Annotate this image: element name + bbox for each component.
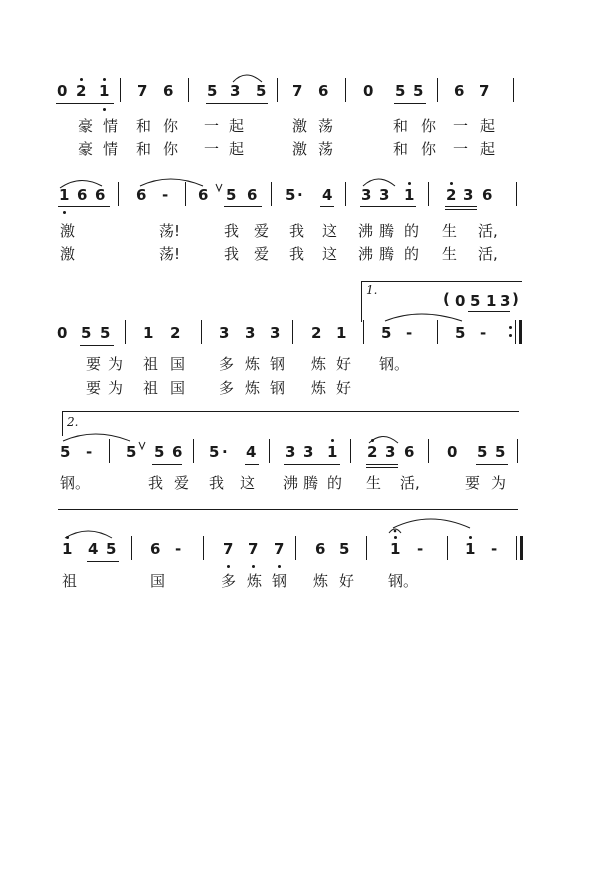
note: 1	[465, 540, 476, 558]
lyric: 你	[163, 140, 179, 158]
lyric: 钢	[270, 379, 286, 397]
lyric: 钢。	[379, 355, 410, 373]
note: -	[175, 540, 182, 558]
breath-mark-icon	[139, 442, 145, 449]
lyric: 我	[224, 245, 240, 263]
note: 3	[463, 186, 474, 204]
lyric: 多	[221, 572, 237, 590]
note: ·	[297, 186, 303, 204]
lyric: 我	[209, 474, 225, 492]
note: 5	[226, 186, 237, 204]
lyric: 炼	[245, 379, 261, 397]
lyric: 沸	[283, 474, 299, 492]
note: 1	[143, 324, 154, 342]
slur	[233, 75, 262, 82]
ending-label-2: 2.	[67, 415, 79, 429]
lyric: 要	[86, 379, 102, 397]
note: 0	[57, 324, 68, 342]
note: -	[86, 443, 93, 461]
note: 6	[318, 82, 329, 100]
note: 7	[479, 82, 490, 100]
tie	[385, 314, 462, 321]
note: 2	[76, 82, 87, 100]
note: 5	[285, 186, 296, 204]
lyric: 和	[136, 117, 152, 135]
note: 3	[379, 186, 390, 204]
lyric: 豪	[78, 117, 94, 135]
note: 4	[322, 186, 333, 204]
note: 5	[106, 540, 117, 558]
note: 3	[219, 324, 230, 342]
note: 3	[500, 292, 511, 310]
note: 5	[100, 324, 111, 342]
lyric: 国	[170, 379, 186, 397]
lyric: 多	[219, 379, 235, 397]
slur	[363, 179, 395, 186]
note: 5	[256, 82, 267, 100]
lyric: 起	[229, 140, 245, 158]
lyric: 情	[103, 117, 119, 135]
lyric: 的	[404, 222, 420, 240]
lyric: 这	[240, 474, 256, 492]
lyric: 活,	[478, 245, 498, 263]
note: 5	[455, 324, 466, 342]
ending-label-1: 1.	[366, 283, 378, 297]
note: 5	[154, 443, 165, 461]
lyric: 我	[224, 222, 240, 240]
lyric: 生	[366, 474, 382, 492]
lyric: 生	[442, 245, 458, 263]
lyric: 好	[339, 572, 355, 590]
lyric: 一	[204, 117, 220, 135]
note: 6	[198, 186, 209, 204]
lyric: 钢	[270, 355, 286, 373]
note: 6	[172, 443, 183, 461]
note: 0	[363, 82, 374, 100]
lyric: 激	[60, 222, 76, 240]
note: 5	[60, 443, 71, 461]
note: 5	[81, 324, 92, 342]
lyric: 为	[108, 355, 124, 373]
note: 6	[315, 540, 326, 558]
lyric: 沸	[358, 245, 374, 263]
lyric: 炼	[311, 355, 327, 373]
note: 6	[95, 186, 106, 204]
lyric: 一	[453, 117, 469, 135]
lyric: 国	[170, 355, 186, 373]
lyric: 爱	[254, 245, 270, 263]
note: 3	[303, 443, 314, 461]
lyric: 情	[103, 140, 119, 158]
lyric: 国	[150, 572, 166, 590]
note: -	[406, 324, 413, 342]
lyric: 祖	[143, 355, 159, 373]
note: 4	[246, 443, 257, 461]
note: 6	[136, 186, 147, 204]
lyric: 腾	[303, 474, 319, 492]
note: 3	[270, 324, 281, 342]
fermata-dot	[394, 530, 397, 533]
lyric: 起	[229, 117, 245, 135]
note: 0	[57, 82, 68, 100]
lyric: 炼	[311, 379, 327, 397]
note: 1	[404, 186, 415, 204]
note: 7	[292, 82, 303, 100]
lyric: 一	[453, 140, 469, 158]
note: 5	[477, 443, 488, 461]
lyric: 炼	[247, 572, 263, 590]
lyric: 要	[86, 355, 102, 373]
note: 3	[230, 82, 241, 100]
note: 6	[404, 443, 415, 461]
lyric: 和	[393, 117, 409, 135]
note: 7	[248, 540, 259, 558]
note: 2	[170, 324, 181, 342]
slur	[65, 531, 112, 538]
breath-mark-icon	[216, 184, 222, 191]
note: 6	[150, 540, 161, 558]
lyric: 激	[292, 117, 308, 135]
lyric: 活,	[400, 474, 420, 492]
lyric: 你	[421, 140, 437, 158]
note: -	[417, 540, 424, 558]
note: 6	[482, 186, 493, 204]
paren-open: (	[443, 290, 450, 308]
lyric: 和	[136, 140, 152, 158]
lyric: 爱	[174, 474, 190, 492]
note: 1	[486, 292, 497, 310]
lyric: 我	[289, 222, 305, 240]
note: 1	[62, 540, 73, 558]
note: 6	[454, 82, 465, 100]
lyric: 激	[60, 245, 76, 263]
note: 3	[245, 324, 256, 342]
lyric: 起	[480, 140, 496, 158]
lyric: 要	[465, 474, 481, 492]
lyric: 钢。	[388, 572, 419, 590]
note: 1	[390, 540, 401, 558]
note: 3	[361, 186, 372, 204]
note: 7	[274, 540, 285, 558]
note: 1	[99, 82, 110, 100]
lyric: 钢	[272, 572, 288, 590]
lyric: 你	[421, 117, 437, 135]
lyric: 荡	[318, 117, 334, 135]
lyric: 荡!	[159, 245, 181, 263]
lyric: 你	[163, 117, 179, 135]
slur	[60, 180, 102, 188]
lyric: 好	[336, 379, 352, 397]
lyric: 祖	[143, 379, 159, 397]
note: 5	[495, 443, 506, 461]
note: 5	[470, 292, 481, 310]
note: 1	[336, 324, 347, 342]
lyric: 生	[442, 222, 458, 240]
lyric: 这	[322, 245, 338, 263]
lyric: 祖	[62, 572, 78, 590]
note: 5	[395, 82, 406, 100]
note: 0	[455, 292, 466, 310]
note: -	[480, 324, 487, 342]
lyric: 激	[292, 140, 308, 158]
lyric: 腾	[379, 222, 395, 240]
lyric: 我	[289, 245, 305, 263]
slur	[369, 437, 398, 444]
note: 0	[447, 443, 458, 461]
note: 6	[247, 186, 258, 204]
note: 3	[385, 443, 396, 461]
note: 2	[367, 443, 378, 461]
lyric: 和	[393, 140, 409, 158]
lyric: 多	[219, 355, 235, 373]
note: 1	[59, 186, 70, 204]
note: -	[162, 186, 169, 204]
note: 5	[209, 443, 220, 461]
lyric: 一	[204, 140, 220, 158]
lyric: 爱	[254, 222, 270, 240]
note: ·	[222, 443, 228, 461]
lyric: 沸	[358, 222, 374, 240]
note: 5	[413, 82, 424, 100]
tie	[140, 179, 203, 186]
lyric: 为	[108, 379, 124, 397]
lyric: 起	[480, 117, 496, 135]
tie	[393, 519, 470, 528]
lyric: 的	[327, 474, 343, 492]
note: 6	[163, 82, 174, 100]
lyric: 荡!	[159, 222, 181, 240]
tie	[63, 434, 130, 441]
note: 7	[223, 540, 234, 558]
note: -	[491, 540, 498, 558]
lyric: 的	[404, 245, 420, 263]
note: 5	[339, 540, 350, 558]
note: 5	[207, 82, 218, 100]
lyric: 炼	[313, 572, 329, 590]
paren-close: )	[512, 290, 519, 308]
lyric: 腾	[379, 245, 395, 263]
note: 2	[311, 324, 322, 342]
lyric: 为	[491, 474, 507, 492]
note: 2	[446, 186, 457, 204]
lyric: 我	[148, 474, 164, 492]
note: 3	[285, 443, 296, 461]
lyric: 炼	[245, 355, 261, 373]
lyric: 荡	[318, 140, 334, 158]
note: 5	[126, 443, 137, 461]
note: 6	[77, 186, 88, 204]
note: 4	[88, 540, 99, 558]
lyric: 钢。	[60, 474, 91, 492]
note: 1	[327, 443, 338, 461]
note: 7	[137, 82, 148, 100]
lyric: 豪	[78, 140, 94, 158]
lyric: 活,	[478, 222, 498, 240]
note: 5	[381, 324, 392, 342]
lyric: 好	[336, 355, 352, 373]
lyric: 这	[322, 222, 338, 240]
